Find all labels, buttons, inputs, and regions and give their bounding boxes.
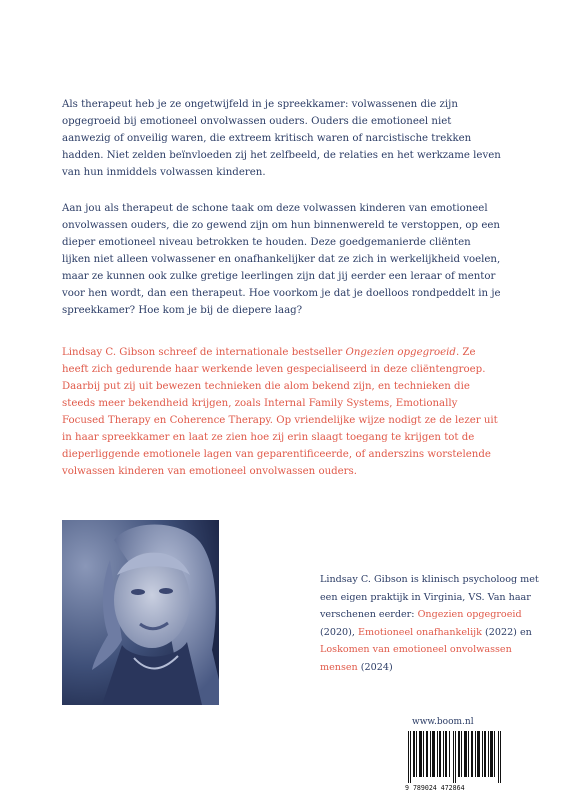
bio-book-1: Ongezien opgegroeid (417, 609, 522, 621)
bio-intro: Lindsay C. Gibson is klinisch psycholoog met een eigen praktijk in Virginia, VS. Van haar verschenen eerder: (320, 574, 539, 621)
bio-year-2: (2022) en (481, 626, 532, 638)
bestseller-title: Ongezien opgegroeid (345, 347, 456, 358)
barcode-number: 9 789024 472864 (405, 784, 465, 792)
publisher-website: www.boom.nl (412, 717, 474, 727)
bio-book-3: Loskomen van emotioneel onvolwassen mensen (320, 644, 512, 673)
bio-year-3: (2024) (357, 661, 393, 673)
author-paragraph-part2: . Ze heeft zich gedurende haar werkende leven gespecialiseerd in deze cliëntengroep. Daarbij put zij uit bewezen technieken die alom bekend zijn, en technieken die steeds meer bekendheid krijgen, zoals Internal Family Systems, Emotionally Focused Therapy en Coherence Therapy. Op vriendelijke wijze nodigt ze de lezer uit in haar spreekkamer en laat ze zien hoe zij erin slaagt toegang te krijgen tot de dieperliggende emotionele lagen van geparentificeerde, of anderszins worstelende volwassen kinderen van emotioneel onvolwassen ouders. (62, 347, 498, 477)
author-portrait-image (62, 520, 219, 705)
bio-year-1: (2020), (320, 626, 359, 638)
bio-book-2: Emotioneel onafhankelijk (358, 626, 482, 638)
intro-paragraph: Als therapeut heb je ze ongetwijfeld in je spreekkamer: volwassenen die zijn opgegroeid bij emotioneel onvolwassen ouders. Ouders die emotioneel niet aanwezig of onveilig waren, die extreem kritisch waren of narcistische trekken hadden. Niet zelden beïnvloeden zij het zelfbeeld, de relaties en het werkzame leven van hun inmiddels volwassen kinderen. (62, 99, 501, 178)
author-paragraph-part1: Lindsay C. Gibson schreef de internationale bestseller (62, 347, 346, 358)
author-bio (320, 571, 550, 677)
author-photo (62, 520, 219, 705)
isbn-barcode (404, 731, 510, 793)
barcode-icon (404, 731, 510, 793)
author-paragraph (62, 344, 502, 480)
therapist-paragraph: Aan jou als therapeut de schone taak om deze volwassen kinderen van emotioneel onvolwassen ouders, die zo gewend zijn om hun binnenwereld te verstoppen, op een dieper emotioneel niveau betrokken te houden. Deze goedgemanierde cliënten lijken niet alleen volwassener en onafhankelijker dat ze zich in werkelijkheid voelen, maar ze kunnen ook zulke gretige leerlingen zijn dat jij eerder een leraar of mentor voor hen wordt, dan een therapeut. Hoe voorkom je dat je doelloos rondpeddelt in je spreekkamer? Hoe kom je bij de diepere laag? (62, 203, 501, 316)
